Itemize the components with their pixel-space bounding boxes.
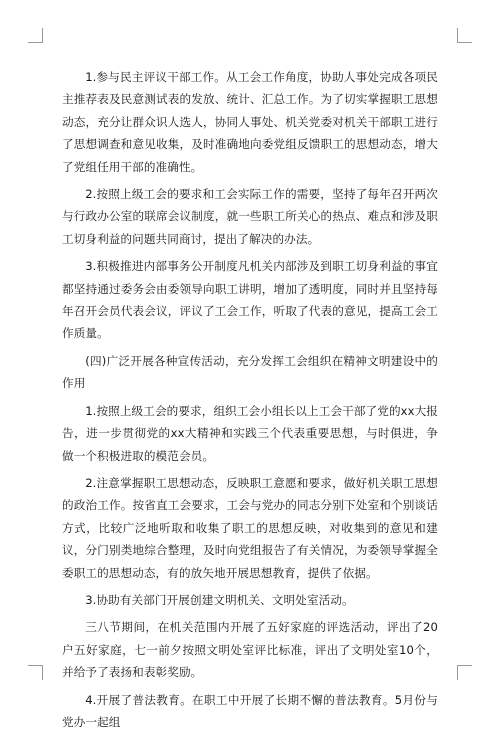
- crop-mark-top-right: [457, 28, 472, 43]
- paragraph: 4.开展了普法教育。在职工中开展了长期不懈的普法教育。5月份与党办一起组: [62, 692, 438, 729]
- crop-mark-bottom-left: [28, 665, 43, 680]
- paragraph: 1.按照上级工会的要求，组织工会小组长以上工会干部了党的xx大报告，进一步贯彻党的xx大精神和实践三个代表重要思想，与时俱进，争做一个积极进取的模范会员。: [62, 403, 438, 463]
- paragraph: 1.参与民主评议干部工作。从工会工作角度，协助人事处完成各项民主推荐表及民意测试表的发放、统计、汇总工作。为了切实掌握职工思想动态，充分让群众识人选人，协同人事处、机关党委对机关干部职工进行了思想调查和意见收集，及时准确地向委党组反馈职工的思想动态，增大了党组任用干部的准确性。: [62, 70, 438, 174]
- paragraph: 2.注意掌握职工思想动态，反映职工意愿和要求，做好机关职工思想的政治工作。按省直工会要求，工会与党办的同志分别下处室和个别谈话方式，比较广泛地听取和收集了职工的思想反映，对收集到的意见和建议，分门别类地综合整理，及时向党组报告了有关情况，为委领导掌握全委职工的思想动态，有的放矢地开展思想教育，提供了依据。: [62, 475, 438, 580]
- paragraph: 三八节期间，在机关范围内开展了五好家庭的评选活动，评出了20户五好家庭，七一前夕按照文明处室评比标准，评出了文明处室10个，并给予了表扬和表彰奖励。: [62, 620, 438, 680]
- document-body: [62, 66, 438, 738]
- paragraph: 3.积极推进内部事务公开制度凡机关内部涉及到职工切身利益的事宜都坚持通过委务会由委领导向职工讲明，增加了透明度，同时并且坚持每年召开会员代表会议，评议了工会工作，听取了代表的意见，提高工会工作质量。: [62, 259, 438, 341]
- crop-mark-top-left: [28, 28, 43, 43]
- section-heading: (四)广泛开展各种宣传活动，充分发挥工会组织在精神文明建设中的作用: [62, 353, 438, 391]
- paragraph: 2.按照上级工会的要求和工会实际工作的需要，坚持了每年召开两次与行政办公室的联席会议制度，就一些职工所关心的热点、难点和涉及职工切身利益的问题共同商讨，提出了解决的办法。: [62, 187, 438, 246]
- paragraph: 3.协助有关部门开展创建文明机关、文明处室活动。: [85, 592, 354, 607]
- crop-mark-bottom-right: [457, 665, 472, 680]
